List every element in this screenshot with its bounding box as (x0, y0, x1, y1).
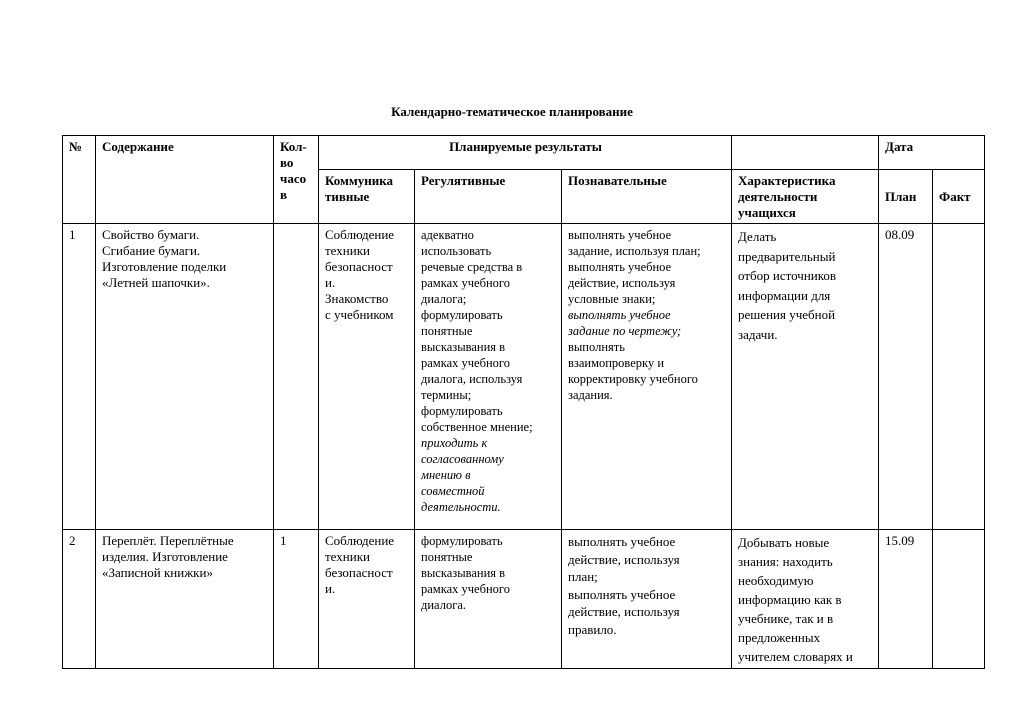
row-cognitive-line: действие, используя (568, 276, 676, 290)
row-communicative (319, 224, 415, 530)
row-characteristics-line: Добывать новые (738, 535, 830, 550)
row-regulative-line: использовать (421, 244, 492, 258)
row-cognitive-line: условные знаки; (568, 292, 656, 306)
header-characteristics-line: деятельности (738, 189, 818, 204)
row-cognitive-line: действие, используя (568, 551, 680, 567)
row-characteristics-line: предложенных (738, 630, 821, 645)
row-characteristics-line: необходимую (738, 573, 814, 588)
row-regulative-line: речевые средства в (421, 260, 523, 274)
header-hours (274, 136, 319, 224)
header-regulative (415, 170, 562, 224)
row-num-value: 2 (69, 533, 76, 548)
row-communicative-line: и. (325, 275, 336, 290)
row-hours (274, 530, 319, 669)
row-regulative-line: собственное мнение; (421, 420, 533, 434)
row-characteristics-line: информации для (738, 287, 831, 303)
header-characteristics-line: Характеристика (738, 173, 836, 188)
row-communicative (319, 530, 415, 669)
row-content (96, 530, 274, 669)
row-content-line: изделия. Изготовление (102, 549, 228, 564)
header-communicative-line: тивные (325, 189, 370, 204)
row-regulative (415, 530, 562, 669)
row-content-line: Свойство бумаги. (102, 227, 200, 242)
row-plan-date (879, 530, 933, 669)
row-characteristics-line: отбор источников (738, 268, 837, 283)
header-communicative-line: Коммуника (325, 173, 394, 188)
header-blank-cell (732, 136, 879, 170)
header-fact-label: Факт (939, 189, 971, 204)
row-regulative-italic-line: совместной (421, 484, 485, 498)
row-communicative-line: и. (325, 581, 336, 596)
row-communicative-line: техники (325, 549, 370, 564)
header-hours-line: в (280, 187, 288, 202)
row-num (63, 530, 96, 669)
row-cognitive-line: корректировку учебного (568, 372, 698, 386)
row-regulative-line: высказывания в (421, 566, 506, 580)
planning-table (62, 135, 985, 669)
row-cognitive-line: выполнять учебное (568, 586, 676, 602)
row-regulative-line: рамках учебного (421, 276, 510, 290)
row-plan-date (879, 224, 933, 530)
header-regulative-label: Регулятивные (421, 173, 506, 188)
row-characteristics-line: информацию как в (738, 592, 842, 607)
header-num (63, 136, 96, 224)
row-cognitive-line: выполнять (568, 340, 625, 354)
row-regulative-line: формулировать (421, 308, 503, 322)
row-regulative-line: рамках учебного (421, 356, 510, 370)
row-cognitive-line: взаимопроверку и (568, 356, 665, 370)
row-regulative-line: термины; (421, 388, 472, 402)
header-plan (879, 170, 933, 224)
header-communicative (319, 170, 415, 224)
row-cognitive-line: действие, используя (568, 604, 680, 619)
header-plan-label: План (885, 189, 917, 204)
row-regulative-italic-line: мнению в (421, 468, 471, 482)
row-cognitive-line: задание, используя план; (568, 244, 701, 258)
row-cognitive-line: задания. (568, 388, 613, 402)
row-regulative-line: диалога, используя (421, 372, 523, 386)
header-date-label: Дата (885, 139, 914, 154)
row-content-line: Сгибание бумаги. (102, 243, 201, 258)
row-characteristics-line: решения учебной (738, 307, 836, 322)
row-plan-value: 15.09 (885, 533, 915, 548)
row-cognitive-italic-line: выполнять учебное (568, 308, 671, 322)
row-characteristics-line: предварительный (738, 248, 836, 264)
row-num-value: 1 (69, 227, 76, 242)
header-cognitive (562, 170, 732, 224)
header-hours-line: Кол- (280, 139, 307, 154)
row-regulative-line: диалога; (421, 292, 467, 306)
row-content-line: Изготовление поделки (102, 259, 227, 274)
row-fact-date (933, 224, 985, 530)
row-regulative-line: высказывания в (421, 340, 506, 354)
row-cognitive (562, 530, 732, 669)
row-regulative-line: формулировать (421, 534, 503, 548)
row-num (63, 224, 96, 530)
row-regulative (415, 224, 562, 530)
header-characteristics-line: учащихся (738, 205, 796, 220)
header-characteristics (732, 170, 879, 224)
row-characteristics-line: учителем словарях и (738, 649, 853, 664)
header-date (879, 136, 985, 170)
row-cognitive-line: выполнять учебное (568, 534, 676, 549)
row-regulative-line: адекватно (421, 228, 474, 242)
row-cognitive-line: выполнять учебное (568, 228, 672, 242)
row-cognitive-line: план; (568, 569, 598, 584)
row-characteristics-line: задачи. (738, 326, 778, 342)
header-row-1 (63, 136, 985, 170)
header-cognitive-label: Познавательные (568, 173, 667, 188)
row-regulative-line: диалога. (421, 598, 466, 612)
row-regulative-italic-line: согласованному (421, 452, 504, 466)
row-content-line: «Записной книжки» (102, 565, 213, 580)
row-content-line: «Летней шапочки». (102, 275, 210, 290)
header-content (96, 136, 274, 224)
row-cognitive-italic-line: задание по чертежу; (568, 324, 682, 338)
row-content (96, 224, 274, 530)
table-row (63, 224, 985, 530)
row-regulative-line: понятные (421, 550, 473, 564)
row-communicative-line: с учебником (325, 307, 394, 322)
row-cognitive-line: правило. (568, 621, 617, 637)
row-regulative-line: понятные (421, 324, 473, 338)
row-cognitive-line: выполнять учебное (568, 260, 672, 274)
header-hours-line: часо (280, 171, 307, 186)
row-characteristics (732, 530, 879, 669)
row-communicative-line: Соблюдение (325, 533, 395, 548)
row-plan-value: 08.09 (885, 227, 915, 242)
row-cognitive (562, 224, 732, 530)
row-characteristics-line: учебнике, так и в (738, 611, 834, 626)
row-regulative-italic-line: деятельности. (421, 500, 501, 514)
row-regulative-line: формулировать (421, 404, 503, 418)
row-hours (274, 224, 319, 530)
header-content-label: Содержание (102, 139, 174, 154)
row-regulative-line: рамках учебного (421, 582, 510, 596)
header-planned-results (319, 136, 732, 170)
header-planned-results-label: Планируемые результаты (449, 139, 602, 154)
document-title: Календарно-тематическое планирование (391, 104, 633, 119)
row-fact-date (933, 530, 985, 669)
header-fact (933, 170, 985, 224)
table-row (63, 530, 985, 669)
row-regulative-italic-line: приходить к (421, 436, 488, 450)
row-communicative-line: Соблюдение (325, 227, 395, 242)
row-communicative-line: безопасност (325, 565, 393, 580)
row-communicative-line: техники (325, 243, 370, 258)
row-characteristics (732, 224, 879, 530)
row-characteristics-line: знания: находить (738, 554, 833, 569)
header-hours-line: во (280, 155, 294, 170)
row-content-line: Переплёт. Переплётные (102, 533, 234, 548)
header-num-label: № (69, 139, 83, 154)
row-characteristics-line: Делать (738, 229, 777, 244)
row-hours-value: 1 (280, 533, 287, 548)
row-communicative-line: безопасност (325, 259, 393, 274)
row-communicative-line: Знакомство (325, 291, 389, 306)
